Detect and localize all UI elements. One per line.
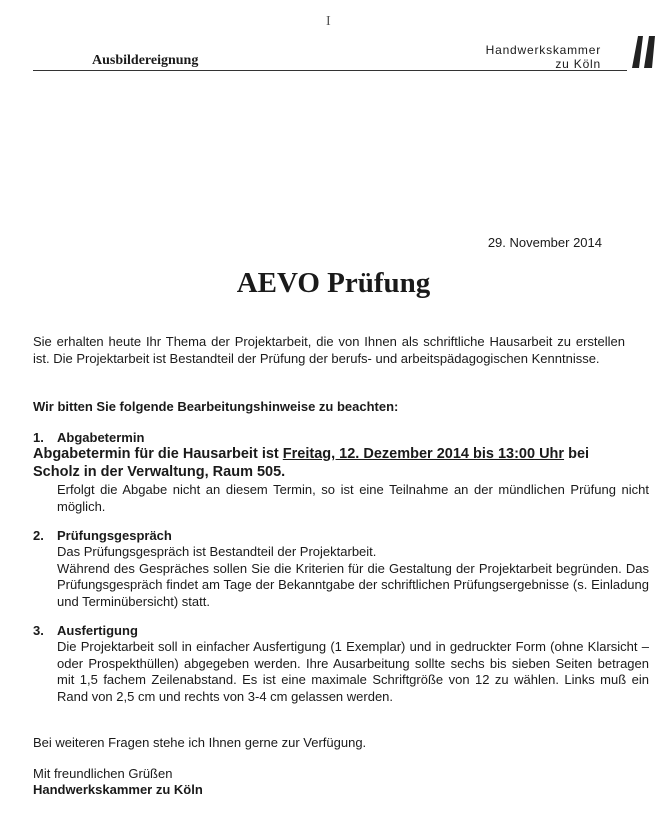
deadline-statement (33, 445, 625, 481)
signature: Handwerkskammer zu Köln (33, 782, 203, 797)
chamber-logo-icon (630, 36, 660, 68)
section-1-title: Abgabetermin (57, 430, 145, 445)
section-3-title: Ausfertigung (57, 623, 138, 638)
section-2-title: Prüfungsgespräch (57, 528, 172, 543)
section-3-number: 3. (33, 623, 44, 638)
organization-line-1: Handwerkskammer (485, 43, 601, 57)
deadline-prefix: Abgabetermin für die Hausarbeit ist (33, 446, 283, 462)
section-2-heading (33, 528, 625, 545)
section-2-body (33, 544, 649, 610)
section-2-body-line-2: Während des Gespräches sollen Sie die Kriterien für die Gestaltung der Projektarbeit begründen. Das Prüfungsgespräch findet am Tage der Bekanntgabe der schriftlichen Prüfungsergebnisse (s. Einladung und Terminübersicht) statt. (57, 560, 649, 609)
closing-sentence: Bei weiteren Fragen stehe ich Ihnen gerne zur Verfügung. (33, 735, 367, 750)
section-3-heading (33, 623, 625, 640)
page-title: AEVO Prüfung (236, 267, 431, 299)
organization-name (486, 43, 601, 71)
instructions-request: Wir bitten Sie folgende Bearbeitungshinweise zu beachten: (33, 399, 399, 414)
greeting: Mit freundlichen Grüßen (33, 766, 173, 781)
intro-paragraph: Sie erhalten heute Ihr Thema der Projektarbeit, die von Ihnen als schriftliche Hausarbeit zu erstellen ist. Die Projektarbeit ist Bestandteil der Prüfung der berufs- und arbeitspädagogischen Kenntnisse. (33, 334, 625, 366)
page-mark: I (326, 14, 331, 29)
section-3-body: Die Projektarbeit soll in einfacher Ausfertigung (1 Exemplar) und in gedruckter Form (ohne Klarsicht – oder Prospekthüllen) abgegeben werden. Ihre Ausarbeitung sollte sechs bis sieben Seiten betragen mit 1,5 fachem Zeilenabstand. Es ist eine maximale Schriftgröße von 12 zu wählen. Links muß ein Rand von 2,5 cm und rechts von 3-4 cm gelassen werden. (57, 639, 649, 704)
header-divider (33, 70, 627, 71)
deadline-suffix: bei Scholz in der Verwaltung, Raum 505. (33, 446, 590, 480)
header-title: Ausbildereignung (92, 53, 199, 68)
letter-date: 29. November 2014 (487, 235, 602, 250)
section-1-body: Erfolgt die Abgabe nicht an diesem Termin, so ist eine Teilnahme an der mündlichen Prüfung nicht möglich. (57, 482, 649, 514)
deadline-date: Freitag, 12. Dezember 2014 bis 13:00 Uhr (282, 446, 565, 462)
organization-line-2: zu Köln (555, 57, 601, 71)
section-1-number: 1. (33, 430, 44, 445)
section-2-number: 2. (33, 528, 44, 543)
section-2-body-line-1: Das Prüfungsgespräch ist Bestandteil der Projektarbeit. (57, 544, 377, 559)
